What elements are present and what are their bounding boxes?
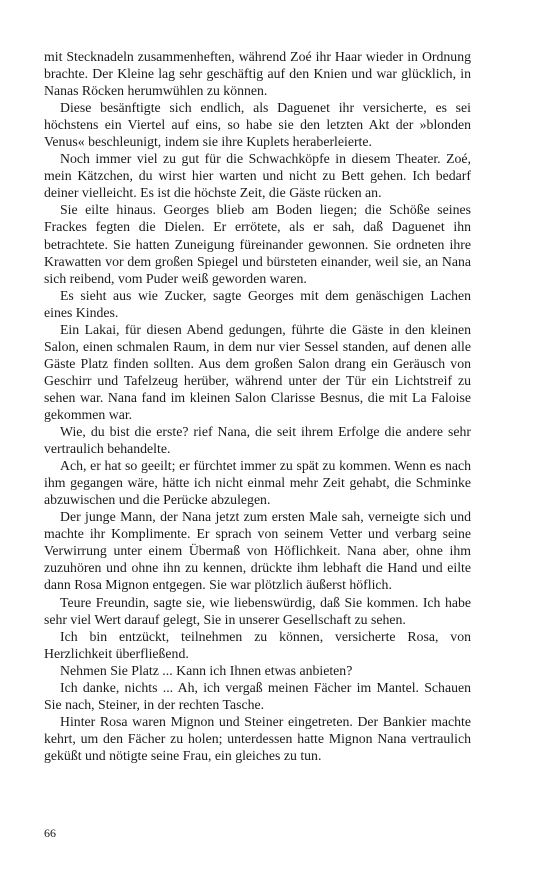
paragraph: Ach, er hat so geeilt; er fürchtet immer zu spät zu kommen. Wenn es nach ihm gegangen wäre, hätte ich nicht einmal mehr Zeit gehabt, die Schminke abzuwischen und die Perücke abzulegen. bbox=[44, 458, 471, 508]
paragraph: mit Stecknadeln zusammenheften, während Zoé ihr Haar wieder in Ordnung brachte. Der Kleine lag sehr geschäftig auf den Knien und war glücklich, in Nanas Röcken herumwühlen zu können. bbox=[44, 49, 471, 99]
paragraph: Es sieht aus wie Zucker, sagte Georges mit dem genäschigen Lachen eines Kindes. bbox=[44, 287, 471, 320]
page-number: 66 bbox=[44, 826, 56, 840]
paragraph: Ich bin entzückt, teilnehmen zu können, versicherte Rosa, von Herzlichkeit überfließend. bbox=[44, 628, 471, 661]
paragraph: Der junge Mann, der Nana jetzt zum ersten Male sah, verneigte sich und machte ihr Komplimente. Er sprach von seinem Vetter und verbarg seine Verwirrung unter einem Übermaß von Höflichkeit. Nana aber, ohne ihm zuzuhören und ohne ihn zu kennen, drückte ihm lebhaft die Hand und eilte dann Rosa Mignon entgegen. Sie war plötzlich äußerst höflich. bbox=[44, 509, 471, 593]
paragraph: Ein Lakai, für diesen Abend gedungen, führte die Gäste in den kleinen Salon, einen schmalen Raum, in dem nur vier Sessel standen, auf denen alle Gäste Platz finden sollten. Aus dem großen Salon drang ein Geräusch von Geschirr und Tafelzeug herüber, während unter der Tür ein Lichtstreif zu sehen war. Nana fand im kleinen Salon Clarisse Besnus, die mit La Faloise gekommen war. bbox=[44, 321, 471, 422]
paragraph: Teure Freundin, sagte sie, wie liebenswürdig, daß Sie kommen. Ich habe sehr viel Wert darauf gelegt, Sie in unserer Gesellschaft zu sehen. bbox=[44, 594, 471, 627]
paragraph: Hinter Rosa waren Mignon und Steiner eingetreten. Der Bankier machte kehrt, um den Fächer zu holen; unterdessen hatte Mignon Nana vertraulich geküßt und nötigte seine Frau, ein gleiches zu tun. bbox=[44, 713, 471, 763]
page-body bbox=[44, 48, 471, 764]
paragraph: Ich danke, nichts ... Ah, ich vergaß meinen Fächer im Mantel. Schauen Sie nach, Steiner, in der rechten Tasche. bbox=[44, 679, 471, 712]
paragraph: Nehmen Sie Platz ... Kann ich Ihnen etwas anbieten? bbox=[60, 662, 353, 678]
paragraph: Diese besänftigte sich endlich, als Daguenet ihr versicherte, es sei höchstens ein Viertel auf eins, so habe sie den letzten Akt der »blonden Venus« beschleunigt, indem sie ihre Kuplets heraberleierte. bbox=[44, 100, 471, 150]
paragraph: Wie, du bist die erste? rief Nana, die seit ihrem Erfolge die andere sehr vertraulich behandelte. bbox=[44, 424, 471, 457]
paragraph: Noch immer viel zu gut für die Schwachköpfe in diesem Theater. Zoé, mein Kätzchen, du wirst hier warten und nicht zu Bett gehen. Ich bedarf deiner vielleicht. Es ist die höchste Zeit, die Gäste rücken an. bbox=[44, 151, 471, 201]
paragraph: Sie eilte hinaus. Georges blieb am Boden liegen; die Schöße seines Frackes fegten die Dielen. Er errötete, als er sah, daß Daguenet ihn betrachtete. Sie hatten Zuneigung füreinander gewonnen. Sie ordneten ihre Krawatten vor dem großen Spiegel und bürsteten einander, weil sie, an Nana sich reibend, vom Puder weiß geworden waren. bbox=[44, 202, 471, 286]
